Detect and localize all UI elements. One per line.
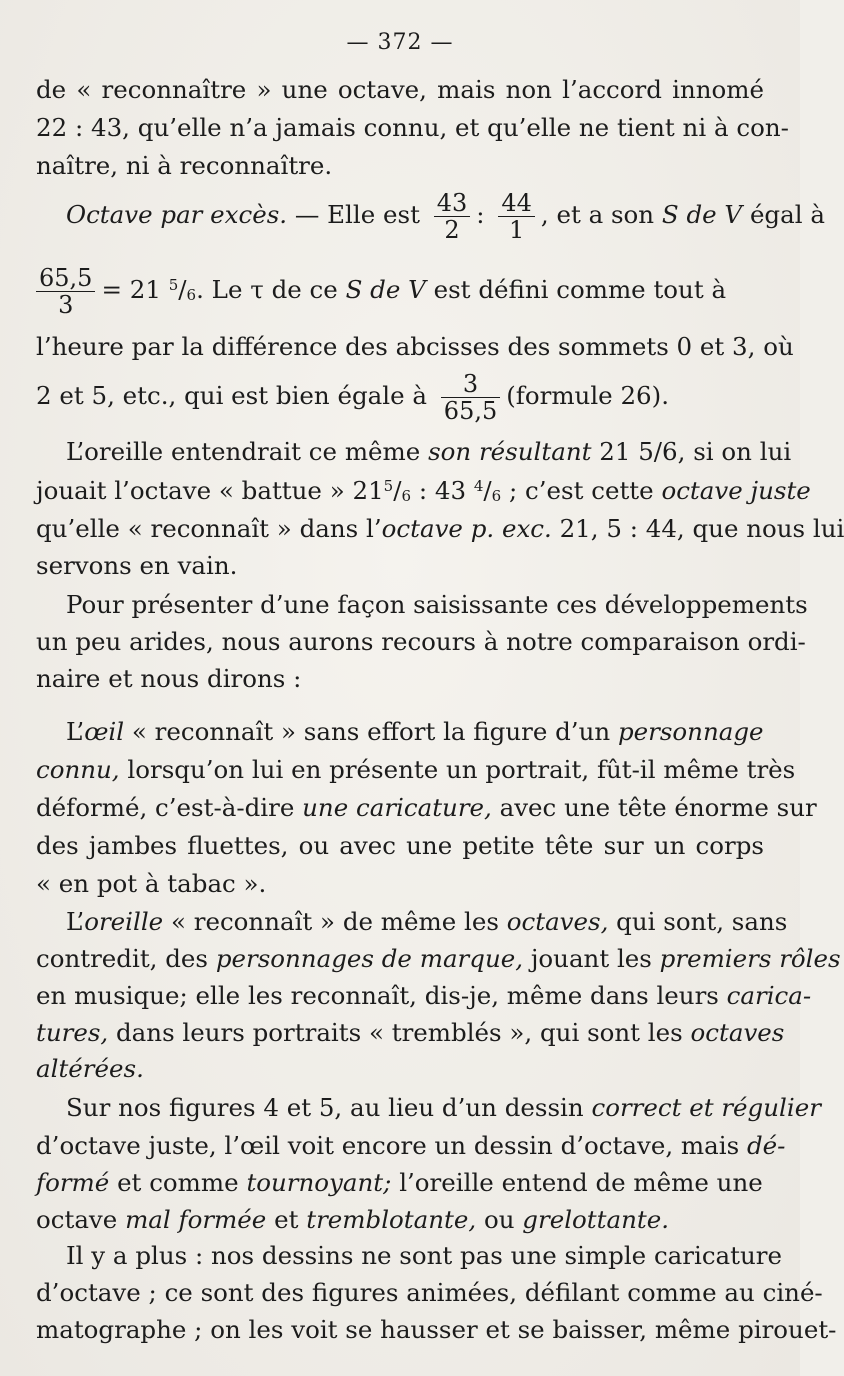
text-span: octave xyxy=(36,1205,118,1234)
fraction-denominator: 65,5 xyxy=(443,397,498,425)
text-span: L’ xyxy=(66,907,85,936)
subscript: 6 xyxy=(491,487,502,505)
italic-text: personnage xyxy=(617,717,764,746)
text-span: en musique; elle les reconnaît, dis-je, même dans leurs xyxy=(36,981,719,1010)
italic-text: tremblotante, xyxy=(306,1205,477,1234)
text-span: = 21 xyxy=(101,275,161,304)
text-line xyxy=(36,1054,764,1084)
italic-text: carica- xyxy=(726,981,812,1010)
text-line xyxy=(36,755,796,785)
text-line: naître, ni à reconnaître. xyxy=(36,151,333,180)
text-line: 22 : 43, qu’elle n’a jamais connu, et qu’elle ne tient ni à con- xyxy=(36,113,789,142)
text-span: 21, 5 : 44, que nous lui xyxy=(559,514,844,543)
italic-text: Octave par excès. xyxy=(66,200,288,229)
text-span: avec une tête énorme sur xyxy=(499,793,817,822)
italic-text: formé xyxy=(36,1168,110,1197)
italic-text: octaves xyxy=(690,1018,785,1047)
text-line: des jambes fluettes, ou avec une petite tête sur un corps xyxy=(36,831,764,860)
text-line: servons en vain. xyxy=(36,551,238,580)
text-line: jouait l’octave « battue » $21^5/_6$ : 43 $^4/_6$ ; c’est cette octave juste xyxy=(36,476,811,505)
text-span: L’ xyxy=(66,717,85,746)
text-line: matographe ; on les voit se hausser et se baisser, même pirouet- xyxy=(36,1315,837,1344)
italic-text: tures, xyxy=(36,1018,109,1047)
text-span: contredit, des xyxy=(36,944,209,973)
fraction xyxy=(498,190,535,243)
text-line xyxy=(36,514,844,544)
italic-text: S de V xyxy=(345,275,426,304)
text-span: . Le τ de ce xyxy=(196,275,338,304)
text-line xyxy=(36,437,792,467)
text-span: 21 5/6, si on lui xyxy=(599,437,792,466)
italic-text: son résultant xyxy=(428,437,592,466)
text-line xyxy=(36,1205,764,1235)
italic-text: octave juste xyxy=(661,476,811,505)
text-span: qui sont, sans xyxy=(616,907,788,936)
text-line xyxy=(36,1093,821,1123)
text-span: ; c’est cette xyxy=(508,476,654,505)
text-span: « reconnaît » sans effort la figure d’un xyxy=(131,717,611,746)
fraction-numerator: 43 xyxy=(434,190,471,217)
text-line-with-fractions: $\frac{65,5}{3}$ = 21 $^5/_6$. Le τ de ce S de V est défini comme tout à xyxy=(36,262,764,318)
text-line: « en pot à tabac ». xyxy=(36,869,267,898)
text-span: dans leurs portraits « tremblés », qui sont les xyxy=(116,1018,683,1047)
text-span: jouant les xyxy=(530,944,652,973)
italic-text: S de V xyxy=(661,200,743,229)
text-span: et xyxy=(274,1205,299,1234)
text-span: : xyxy=(476,200,485,229)
italic-text: grelottante. xyxy=(522,1205,669,1234)
text-span: , et a son xyxy=(540,200,655,229)
text-line xyxy=(36,907,788,937)
fraction-denominator: 2 xyxy=(444,216,460,244)
text-span: 2 et 5, etc., qui est bien égale à xyxy=(36,381,427,410)
superscript: 4 xyxy=(473,477,484,495)
subscript: 6 xyxy=(186,286,197,304)
italic-text: mal formée xyxy=(125,1205,267,1234)
fraction-denominator: 3 xyxy=(58,291,74,319)
text-line xyxy=(36,981,812,1011)
subscript: 6 xyxy=(401,487,412,505)
text-span: (formule 26). xyxy=(506,381,669,410)
text-line: un peu arides, nous aurons recours à notre comparaison ordi- xyxy=(36,627,806,656)
text-line xyxy=(36,717,764,747)
fraction-numerator: 3 xyxy=(441,371,500,398)
text-span: est défini comme tout à xyxy=(433,275,727,304)
italic-text: dé- xyxy=(746,1131,786,1160)
text-span: déformé, c’est-à-dire xyxy=(36,793,295,822)
text-span: : 43 xyxy=(418,476,467,505)
fraction xyxy=(441,371,500,424)
italic-text: une caricature, xyxy=(302,793,492,822)
text-line-with-fractions xyxy=(36,368,764,424)
text-span: lorsqu’on lui en présente un portrait, fût-il même très xyxy=(127,755,796,784)
fraction xyxy=(434,190,471,243)
text-line: l’heure par la différence des abcisses des sommets 0 et 3, où xyxy=(36,332,794,361)
text-span: ou xyxy=(483,1205,515,1234)
text-span: et comme xyxy=(117,1168,239,1197)
text-line: naire et nous dirons : xyxy=(36,664,302,693)
italic-text: altérées. xyxy=(36,1054,144,1083)
italic-text: octaves, xyxy=(506,907,609,936)
italic-text: correct et régulier xyxy=(591,1093,821,1122)
fraction-numerator: 65,5 xyxy=(36,265,95,292)
text-line: d’octave ; ce sont des figures animées, défilant comme au ciné- xyxy=(36,1278,823,1307)
text-span: « reconnaît » de même les xyxy=(170,907,499,936)
italic-text: premiers rôles xyxy=(659,944,841,973)
fraction-numerator: 44 xyxy=(498,190,535,217)
italic-text: connu, xyxy=(36,755,120,784)
superscript: 5 xyxy=(383,477,394,495)
text-span: l’oreille entend de même une xyxy=(399,1168,763,1197)
superscript: 5 xyxy=(168,276,179,294)
text-line: de « reconnaître » une octave, mais non l’accord innomé xyxy=(36,75,764,104)
fraction-denominator: 1 xyxy=(508,216,525,244)
text-span: Sur nos figures 4 et 5, au lieu d’un dessin xyxy=(66,1093,584,1122)
fraction xyxy=(36,265,95,318)
text-line xyxy=(36,1168,764,1198)
italic-text: oreille xyxy=(84,907,164,936)
text-line-with-fractions xyxy=(36,187,825,244)
text-span: d’octave juste, l’œil voit encore un dessin d’octave, mais xyxy=(36,1131,740,1160)
text-span: égal à xyxy=(749,200,825,229)
text-line xyxy=(36,944,841,974)
text-span: — Elle est xyxy=(287,200,420,229)
text-line xyxy=(36,1018,785,1048)
page-number: — 372 — xyxy=(346,30,454,55)
text-line: Pour présenter d’une façon saisissante ces développements xyxy=(66,590,808,619)
text-line xyxy=(36,793,817,823)
text-span: qu’elle « reconnaît » dans l’ xyxy=(36,514,382,543)
italic-text: octave p. exc. xyxy=(381,514,552,543)
text-line xyxy=(36,1131,786,1161)
italic-text: personnages de marque, xyxy=(215,944,524,973)
text-span: L’oreille entendrait ce même xyxy=(66,437,421,466)
text-line: Il y a plus : nos dessins ne sont pas une simple caricature xyxy=(66,1241,783,1270)
italic-text: tournoyant; xyxy=(246,1168,392,1197)
italic-text: œil xyxy=(84,717,125,746)
text-span: jouait l’octave « battue » 21 xyxy=(36,476,384,505)
